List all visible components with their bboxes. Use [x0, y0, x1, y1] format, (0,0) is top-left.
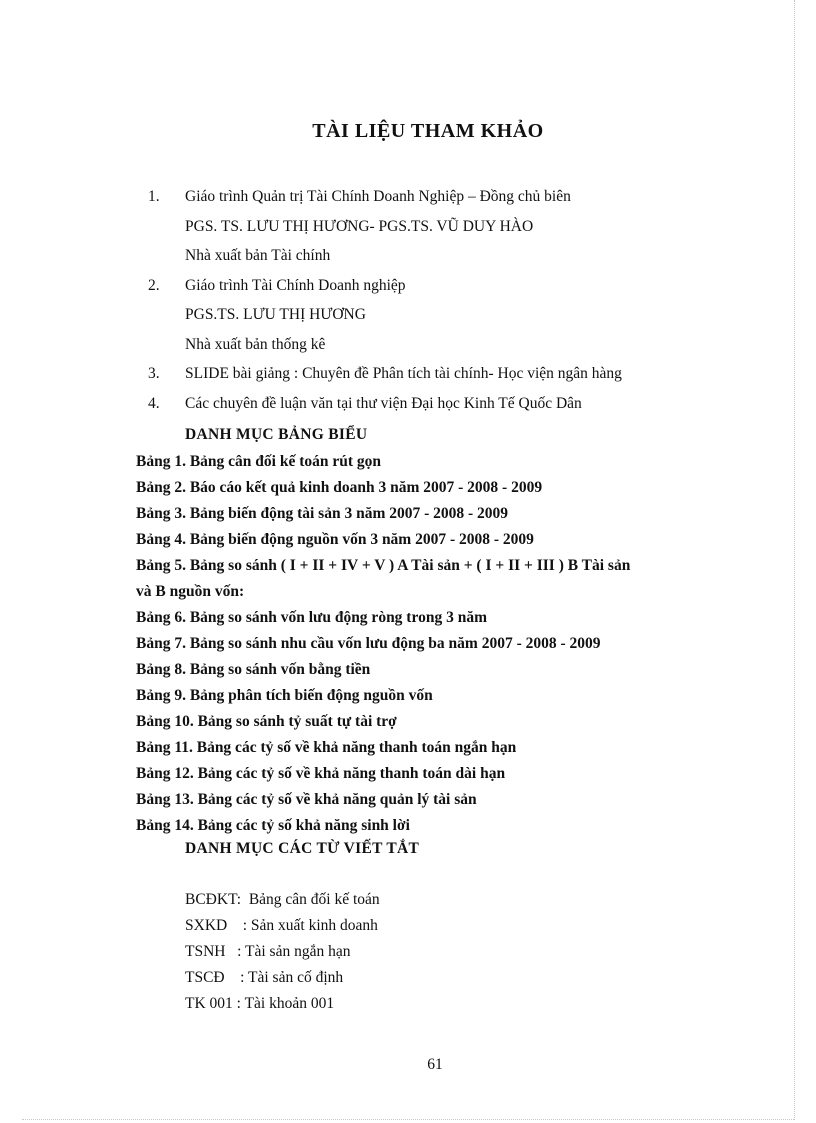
reference-text: Giáo trình Quản trị Tài Chính Doanh Nghiệp – Đồng chủ biên	[185, 188, 571, 205]
reference-number: 4.	[148, 394, 160, 412]
table-list-item: Bảng 2. Báo cáo kết quả kinh doanh 3 năm 2007 - 2008 - 2009	[136, 479, 543, 496]
table-list-item: Bảng 13. Bảng các tỷ số về khả năng quản lý tài sản	[136, 791, 477, 808]
abbreviation-item: TSNH : Tài sản ngắn hạn	[185, 943, 351, 960]
reference-number: 1.	[148, 188, 160, 205]
tables-heading: DANH MỤC BẢNG BIỂU	[185, 426, 368, 443]
table-list-item: Bảng 14. Bảng các tỷ số khả năng sinh lời	[136, 817, 410, 834]
page-bottom-border	[22, 1119, 794, 1120]
reference-item	[148, 215, 768, 245]
page-right-border	[794, 0, 795, 1120]
page-number: 61	[427, 1056, 443, 1073]
abbreviations-heading: DANH MỤC CÁC TỪ VIẾT TẮT	[185, 840, 420, 857]
reference-item	[148, 303, 768, 333]
reference-item	[148, 185, 768, 215]
table-list	[136, 451, 716, 841]
page-title: TÀI LIỆU THAM KHẢO	[312, 120, 544, 142]
table-list-item: Bảng 8. Bảng so sánh vốn bằng tiền	[136, 661, 371, 678]
reference-text: Giáo trình Tài Chính Doanh nghiệp	[185, 276, 406, 294]
abbreviation-item: BCĐKT: Bảng cân đối kế toán	[185, 891, 380, 908]
abbreviation-item: SXKD : Sản xuất kinh doanh	[185, 917, 378, 934]
abbreviation-list	[185, 889, 585, 1019]
table-list-item: Bảng 12. Bảng các tỷ số về khả năng thanh toán dài hạn	[136, 765, 506, 782]
table-list-item: và B nguồn vốn:	[136, 583, 245, 600]
reference-item	[148, 392, 768, 422]
reference-authors: PGS.TS. LƯU THỊ HƯƠNG	[185, 306, 366, 323]
table-list-item: Bảng 6. Bảng so sánh vốn lưu động ròng trong 3 năm	[136, 609, 487, 626]
table-list-item: Bảng 4. Bảng biến động nguồn vốn 3 năm 2007 - 2008 - 2009	[136, 531, 534, 548]
table-list-item: Bảng 1. Bảng cân đối kế toán rút gọn	[136, 453, 382, 470]
reference-authors: PGS. TS. LƯU THỊ HƯƠNG- PGS.TS. VŨ DUY HÀO	[185, 217, 534, 235]
reference-item	[148, 333, 768, 363]
reference-list	[148, 185, 768, 421]
table-list-item: Bảng 7. Bảng so sánh nhu cầu vốn lưu động ba năm 2007 - 2008 - 2009	[136, 635, 601, 652]
reference-item	[148, 244, 768, 274]
reference-text: Các chuyên đề luận văn tại thư viện Đại học Kinh Tế Quốc Dân	[185, 394, 582, 412]
table-list-item: Bảng 10. Bảng so sánh tỷ suất tự tài trợ	[136, 713, 397, 730]
reference-publisher: Nhà xuất bản thống kê	[185, 335, 326, 353]
reference-number: 3.	[148, 365, 160, 382]
reference-publisher: Nhà xuất bản Tài chính	[185, 247, 331, 264]
reference-text: SLIDE bài giảng : Chuyên đề Phân tích tài chính- Học viện ngân hàng	[185, 365, 622, 382]
abbreviation-item: TK 001 : Tài khoản 001	[185, 995, 335, 1012]
table-list-item: Bảng 3. Bảng biến động tài sản 3 năm 2007 - 2008 - 2009	[136, 505, 509, 522]
table-list-item: Bảng 5. Bảng so sánh ( I + II + IV + V ) A Tài sản + ( I + II + III ) B Tài sản	[136, 557, 631, 574]
reference-item	[148, 362, 768, 392]
table-list-item: Bảng 9. Bảng phân tích biến động nguồn vốn	[136, 687, 433, 704]
reference-item	[148, 274, 768, 304]
reference-number: 2.	[148, 276, 160, 294]
table-list-item: Bảng 11. Bảng các tỷ số về khả năng thanh toán ngắn hạn	[136, 739, 517, 756]
abbreviation-item: TSCĐ : Tài sản cố định	[185, 969, 344, 986]
